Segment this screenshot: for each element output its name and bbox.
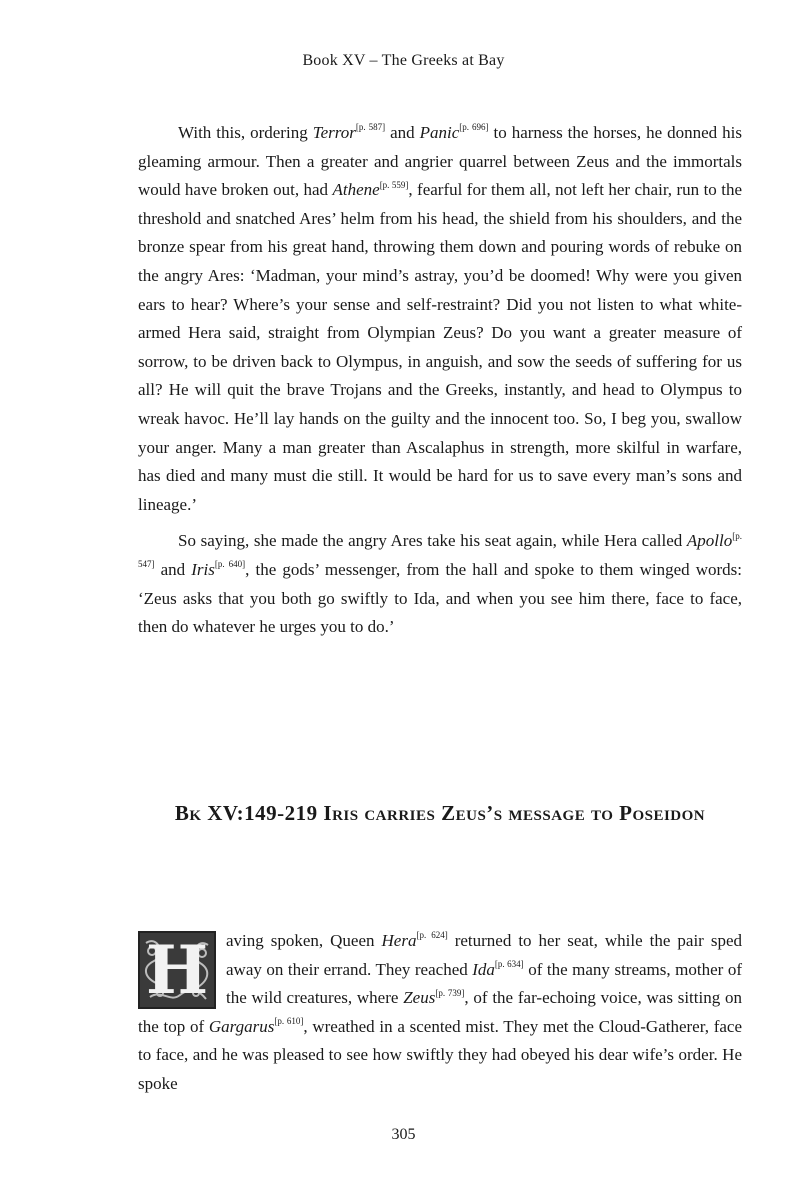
text-span: , fearful for them all, not left her chair, run to the threshold and snatched Ares’ helm from his head, the shield from his shoulders, and the bronze spear from his great hand, throwing them down and pouring words of rebuke on the angry Ares: ‘Madman, your mind’s astray, you’d be doomed! Why were you given ears to hear? Where’s your sense and self-restraint? Did you not listen to what white-armed Hera said, straight from Olympian Zeus? Do you want a greater measure of sorrow, to be driven back to Olympus, in anguish, and sow the seeds of suffering for us all? He will quit the brave Trojans and the Greeks, instantly, and head to Olympus to wreak havoc. He’ll lay hands on the guilty and the innocent too. So, I beg you, swallow your anger. Many a man greater than Ascalaphus in strength, more skilful in warfare, has died and many must die still. It would be hard for us to save every man’s sons and lineage.’	[138, 180, 742, 514]
section-heading: Bk XV:149-219 Iris carries Zeus’s message to Poseidon	[174, 801, 706, 825]
text-span: and	[385, 123, 420, 142]
name-link-zeus[interactable]: Zeus	[403, 988, 436, 1008]
text-span: With this, ordering	[178, 123, 313, 142]
page-ref: [p. 559]	[379, 179, 409, 190]
name-link-apollo[interactable]: Apollo	[686, 531, 733, 551]
name-link-ida[interactable]: Ida	[472, 959, 495, 979]
running-head: Book XV – The Greeks at Bay	[302, 52, 505, 69]
text-span: , of the far-echoing voice, was sitting on the top of	[138, 988, 742, 1036]
name-link-gargarus[interactable]: Gargarus	[208, 1016, 275, 1036]
paragraph-3	[138, 927, 742, 1099]
ornamental-drop-cap	[138, 931, 216, 1009]
paragraph-1	[138, 119, 742, 519]
page-number: 305	[391, 1126, 416, 1143]
text-span: , the gods’ messenger, from the hall and spoke to them winged words: ‘Zeus asks that you both go swiftly to Ida, and when you see him there, face to face, then do whatever he urges you to do.’	[138, 559, 742, 637]
name-link-iris[interactable]: Iris	[191, 559, 215, 579]
section-text	[138, 927, 742, 1099]
drop-cap-letter: H	[145, 931, 209, 1009]
main-text	[138, 119, 742, 650]
text-span: aving spoken, Queen	[226, 931, 382, 950]
page-ref: [p. 587]	[355, 122, 386, 133]
name-link-hera[interactable]: Hera	[381, 931, 417, 950]
page-ref: [p. 739]	[435, 987, 465, 998]
text-span: , wreathed in a scented mist. They met the Cloud-Gatherer, face to face, and he was pleased to see how swiftly they had obeyed his dear wife’s order. He spoke	[138, 1016, 742, 1093]
page-ref: [p. 640]	[214, 559, 246, 570]
page-ref: [p. 634]	[494, 958, 524, 969]
page-ref: [p. 696]	[459, 122, 489, 133]
paragraph-2	[138, 527, 742, 641]
name-link-terror[interactable]: Terror	[312, 123, 356, 142]
page-ref: [p. 624]	[416, 930, 448, 941]
text-span: to harness the horses, he donned his gleaming armour. Then a greater and angrier quarrel between Zeus and the immortals would have broken out, had	[138, 123, 743, 200]
text-span: returned to her seat, while the pair sped away on their errand. They reached	[226, 931, 742, 979]
text-span: of the many streams, mother of the wild creatures, where	[226, 959, 742, 1008]
text-span: So saying, she made the angry Ares take his seat again, while Hera called	[178, 531, 687, 551]
name-link-panic[interactable]: Panic	[419, 123, 460, 142]
name-link-athene[interactable]: Athene	[332, 180, 380, 200]
page-ref: [p. 610]	[274, 1016, 304, 1027]
page-ref: [p. 547]	[138, 530, 742, 570]
text-span: and	[154, 559, 192, 579]
